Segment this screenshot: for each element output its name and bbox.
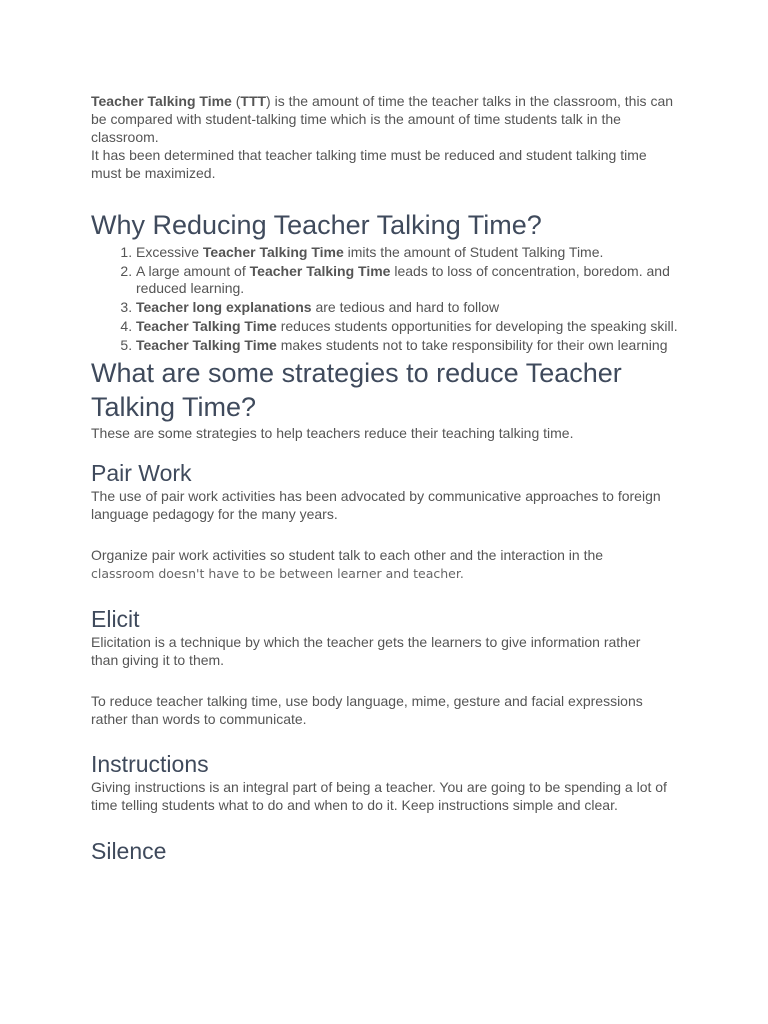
instructions-paragraph: Giving instructions is an integral part of being a teacher. You are going to be spending a lot of time telling students what to do and when to do it. Keep instructions simple and clear. [91,779,667,813]
ttt-term: Teacher Talking Time [91,93,232,109]
intro-definition: ) is the amount of time the teacher talks in the classroom, this can be compared with student-talking time which is the amount of time students talk in the classroom. [91,93,674,145]
reason-item: 4. Teacher Talking Time reduces students opportunities for developing the speaking skill. [136,318,691,335]
reason-item: 3. Teacher long explanations are tedious and hard to follow [136,299,691,316]
strategies-intro: These are some strategies to help teachers reduce their teaching talking time. [91,425,574,441]
strategies-heading: What are some strategies to reduce Teacher Talking Time? [91,358,622,422]
ttt-abbreviation: TTT [240,93,267,109]
elicit-heading: Elicit [91,606,140,632]
reason-item: 5. Teacher Talking Time makes students not to take responsibility for their own learning [136,337,691,354]
reason-item: 2. A large amount of Teacher Talking Time leads to loss of concentration, boredom. and reduced learning. [136,263,691,297]
why-heading: Why Reducing Teacher Talking Time? [91,210,542,240]
document-body [91,92,691,865]
pair-work-paragraph-1: The use of pair work activities has been advocated by communicative approaches to foreign language pedagogy for the many years. [91,488,661,522]
intro-paragraph [91,92,691,146]
reason-item: 1. Excessive Teacher Talking Time imits the amount of Student Talking Time. [136,244,691,261]
instructions-heading: Instructions [91,751,209,777]
silence-heading: Silence [91,838,167,864]
intro-abbr-open: ( [231,93,241,109]
pair-work-heading: Pair Work [91,460,192,486]
elicit-paragraph-1: Elicitation is a technique by which the teacher gets the learners to give information rather than giving it to them. [91,634,641,668]
pair-work-paragraph-2: Organize pair work activities so student talk to each other and the interaction in the classroom doesn't have to be between learner and teacher. [91,547,604,581]
intro-conclusion: It has been determined that teacher talking time must be reduced and student talking time must be maximized. [91,147,647,181]
elicit-paragraph-2: To reduce teacher talking time, use body language, mime, gesture and facial expressions rather than words to communicate. [91,693,643,727]
reasons-list [91,244,691,354]
